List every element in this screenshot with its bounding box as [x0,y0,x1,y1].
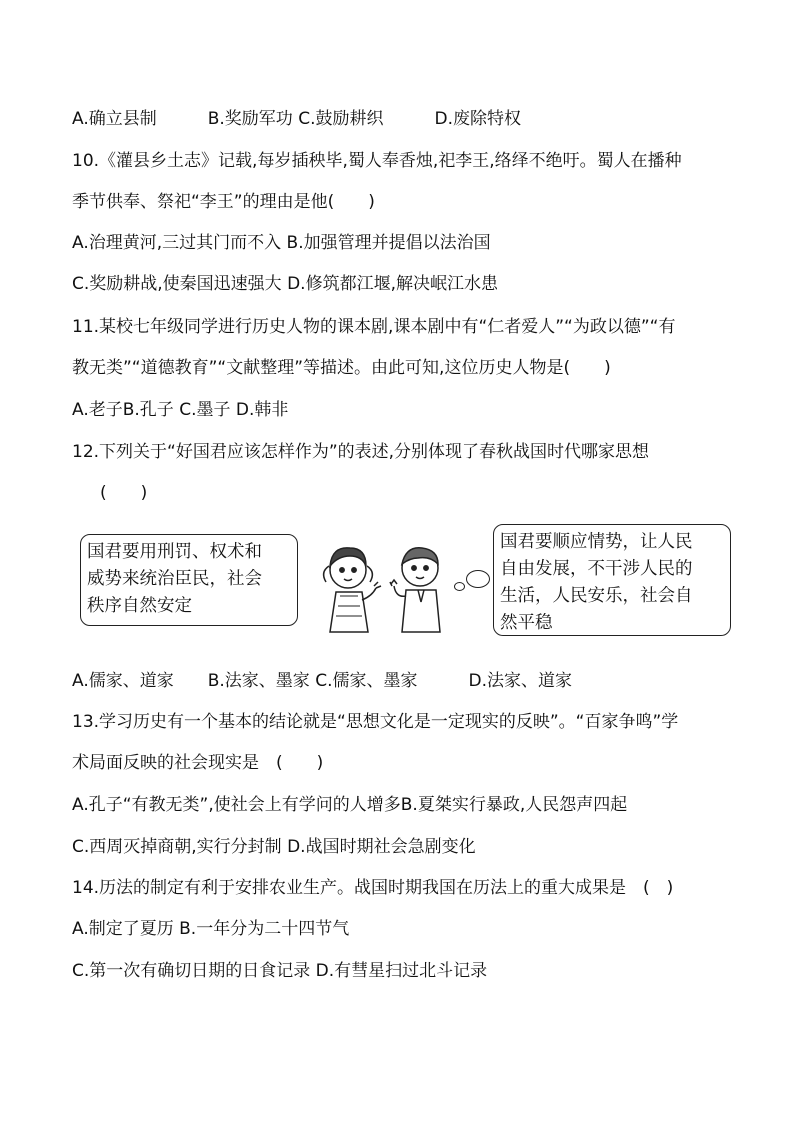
q10-options-ab: A.治理黄河,三过其门而不入 B.加强管理并提倡以法治国 [72,233,491,253]
q11-stem-1: 11.某校七年级同学进行历史人物的课本剧,课本剧中有“仁者爱人”“为政以德”“有 [72,317,676,337]
q13-options-ab: A.孔子“有教无类”,使社会上有学问的人增多B.夏桀实行暴政,人民怨声四起 [72,795,628,815]
bubble-right-line: 然平稳 [500,613,553,633]
bubble-left-line: 秩序自然安定 [87,596,192,616]
q10-options-cd: C.奖励耕战,使秦国迅速强大 D.修筑都江堰,解决岷江水患 [72,274,498,294]
q10-stem-2: 季节供奉、祭祀“李王”的理由是他( ) [72,192,375,212]
speech-bubble-left [80,534,298,626]
q12-options: A.儒家、道家 B.法家、墨家 C.儒家、墨家 D.法家、道家 [72,671,572,691]
q13-stem-1: 13.学习历史有一个基本的结论就是“思想文化是一定现实的反映”。“百家争鸣”学 [72,712,679,732]
two-children-illustration [306,536,466,634]
q12-cartoon [80,522,732,642]
q13-options-cd: C.西周灭掉商朝,实行分封制 D.战国时期社会急剧变化 [72,837,476,857]
bubble-left-line: 威势来统治臣民，社会 [87,569,262,589]
q11-stem-2: 教无类”“道德教育”“文献整理”等描述。由此可知,这位历史人物是( ) [72,358,611,378]
q12-answer-bracket: ( ) [100,483,148,503]
bubble-right-line: 国君要顺应情势，让人民 [500,532,693,552]
speech-bubble-right [493,524,731,636]
q14-options-cd: C.第一次有确切日期的日食记录 D.有彗星扫过北斗记录 [72,961,488,981]
q14-stem: 14.历法的制定有利于安排农业生产。战国时期我国在历法上的重大成果是 ( ) [72,878,674,898]
q10-stem-1: 10.《灌县乡土志》记载,每岁插秧毕,蜀人奉香烛,祀李王,络绎不绝吁。蜀人在播种 [72,151,682,171]
bubble-left-line: 国君要用刑罚、权术和 [87,542,262,562]
bubble-tail-large [466,570,490,588]
bubble-right-line: 自由发展，不干涉人民的 [500,559,693,579]
q12-stem: 12.下列关于“好国君应该怎样作为”的表述,分别体现了春秋战国时代哪家思想 [72,442,650,462]
q11-options: A.老子B.孔子 C.墨子 D.韩非 [72,400,289,420]
q9-options: A.确立县制 B.奖励军功 C.鼓励耕织 D.废除特权 [72,109,521,129]
bubble-right-line: 生活，人民安乐，社会自 [500,586,693,606]
q14-options-ab: A.制定了夏历 B.一年分为二十四节气 [72,919,350,939]
q13-stem-2: 术局面反映的社会现实是 ( ) [72,753,324,773]
